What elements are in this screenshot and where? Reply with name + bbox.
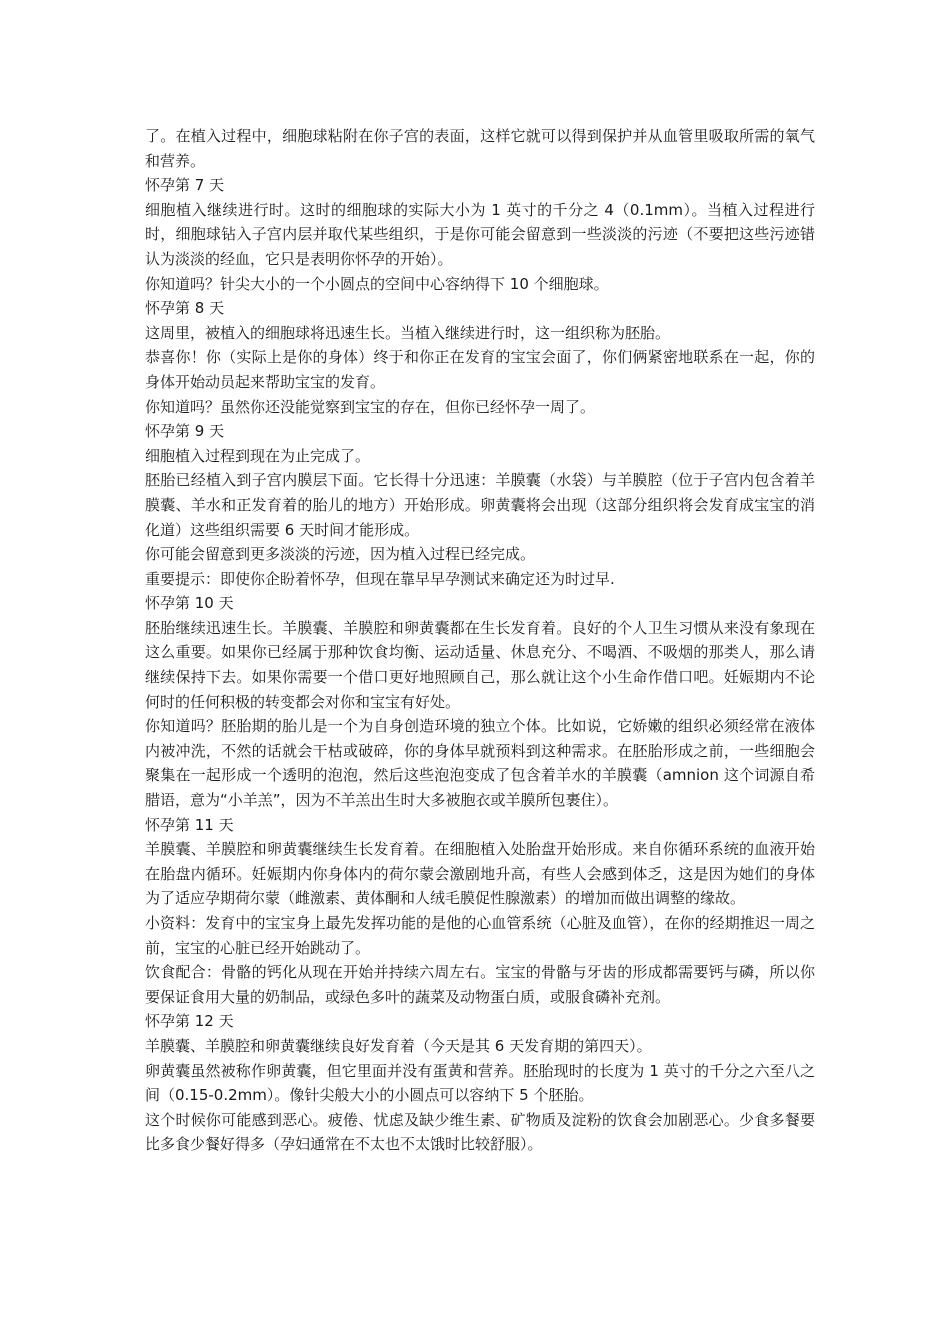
paragraph: 小资料：发育中的宝宝身上最先发挥功能的是他的心血管系统（心脏及血管），在你的经期推迟一周之前，宝宝的心脏已经开始跳动了。	[145, 914, 815, 957]
paragraph: 你可能会留意到更多淡淡的污迹，因为植入过程已经完成。	[145, 545, 536, 564]
paragraph: 胚胎已经植入到子宫内膜层下面。它长得十分迅速：羊膜囊（水袋）与羊膜腔（位于子宫内包含着羊膜囊、羊水和正发育着的胎儿的地方）开始形成。卵黄囊将会出现（这部分组织将会发育成宝宝的消化道）这些组织需要 6 天时间才能形成。	[145, 471, 815, 539]
paragraph: 你知道吗？针尖大小的一个小圆点的空间中心容纳得下 10 个细胞球。	[145, 274, 609, 293]
paragraph: 卵黄囊虽然被称作卵黄囊，但它里面并没有蛋黄和营养。胚胎现时的长度为 1 英寸的千分之六至八之间（0.15-0.2mm）。像针尖般大小的小圆点可以容纳下 5 个胚胎。	[145, 1061, 815, 1105]
paragraph: 细胞植入继续进行时。这时的细胞球的实际大小为 1 英寸的千分之 4（0.1mm）。当植入过程进行时，细胞球钻入子宫内层并取代某些组织，于是你可能会留意到一些淡淡的污迹（不要把这些污迹错认为淡淡的经血，它只是表明你怀孕的开始）。	[145, 200, 815, 268]
paragraph: 你知道吗？虽然你还没能觉察到宝宝的存在，但你已经怀孕一周了。	[145, 397, 596, 416]
day-heading-9: 怀孕第 9 天	[145, 422, 225, 441]
paragraph: 恭喜你！你（实际上是你的身体）终于和你正在发育的宝宝会面了，你们俩紧密地联系在一起，你的身体开始动员起来帮助宝宝的发育。	[145, 348, 815, 391]
paragraph: 胚胎继续迅速生长。羊膜囊、羊膜腔和卵黄囊都在生长发育着。良好的个人卫生习惯从来没有象现在这么重要。如果你已经属于那种饮食均衡、运动适量、休息充分、不喝酒、不吸烟的那类人，那么请继续保持下去。如果你需要一个借口更好地照顾自己，那么就让这个小生命作借口吧。妊娠期内不论何时的任何积极的转变都会对你和宝宝有好处。	[145, 618, 815, 711]
document-page	[145, 124, 815, 1157]
day-heading-8: 怀孕第 8 天	[145, 299, 225, 318]
paragraph: 饮食配合：骨骼的钙化从现在开始并持续六周左右。宝宝的骨骼与牙齿的形成都需要钙与磷，所以你要保证食用大量的奶制品，或绿色多叶的蔬菜及动物蛋白质，或服食磷补充剂。	[145, 963, 815, 1006]
day-heading-10: 怀孕第 10 天	[145, 594, 234, 613]
paragraph: 你知道吗？胚胎期的胎儿是一个为自身创造环境的独立个体。比如说，它娇嫩的组织必须经常在液体内被冲洗，不然的话就会干枯或破碎，你的身体早就预料到这种需求。在胚胎形成之前，一些细胞会聚集在一起形成一个透明的泡泡，然后这些泡泡变成了包含着羊水的羊膜囊（amnion 这个词源自希腊语，意为“小羊羔”，因为不羊羔出生时大多被胞衣或羊膜所包裹住）。	[145, 717, 815, 810]
paragraph: 这个时候你可能感到恶心。疲倦、忧虑及缺少维生素、矿物质及淀粉的饮食会加剧恶心。少食多餐要比多食少餐好得多（孕妇通常在不太也不太饿时比较舒服）。	[145, 1110, 815, 1154]
paragraph: 羊膜囊、羊膜腔和卵黄囊继续生长发育着。在细胞植入处胎盘开始形成。来自你循环系统的血液开始在胎盘内循环。妊娠期内你身体内的荷尔蒙会激剧地升高，有些人会感到体乏，这是因为她们的身体为了适应孕期荷尔蒙（雌激素、黄体酮和人绒毛膜促性腺激素）的增加而做出调整的缘故。	[145, 840, 815, 908]
paragraph: 这周里，被植入的细胞球将迅速生长。当植入继续进行时，这一组织称为胚胎。	[145, 323, 671, 342]
paragraph: 羊膜囊、羊膜腔和卵黄囊继续良好发育着（今天是其 6 天发育期的第四天）。	[145, 1036, 652, 1055]
paragraph-continuation: 了。在植入过程中，细胞球粘附在你子宫的表面，这样它就可以得到保护并从血管里吸取所需的氧气和营养。	[145, 127, 815, 170]
paragraph: 细胞植入过程到现在为止完成了。	[145, 446, 371, 465]
day-heading-12: 怀孕第 12 天	[145, 1012, 234, 1031]
day-heading-7: 怀孕第 7 天	[145, 176, 225, 195]
paragraph: 重要提示：即使你企盼着怀孕，但现在靠早早孕测试来确定还为时过早.	[145, 569, 615, 588]
day-heading-11: 怀孕第 11 天	[145, 815, 234, 834]
